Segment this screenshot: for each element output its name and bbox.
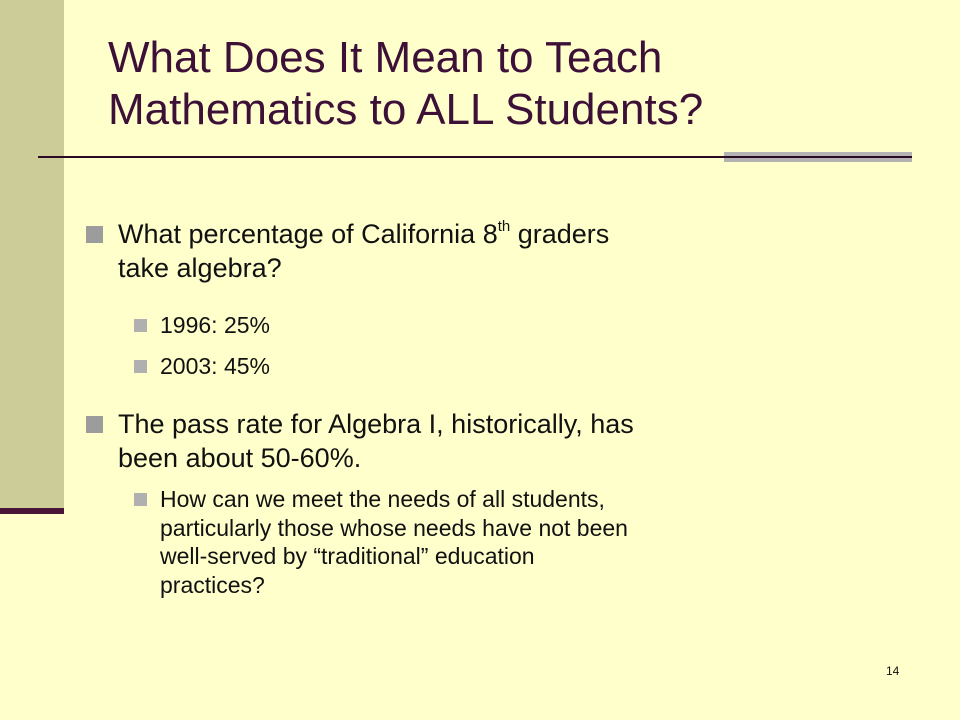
bullet-1-text-end: graders (510, 219, 610, 249)
bullet-2-line-1: The pass rate for Algebra I, historically, has (118, 409, 634, 439)
bullet-1-line-1 (118, 217, 609, 251)
sub-bullet-square-icon (134, 360, 147, 373)
bullet-2-line-2: been about 50-60%. (118, 443, 362, 473)
sub-bullet-line: How can we meet the needs of all students, (160, 486, 605, 512)
sub-bullet-text: 1996: 25% (160, 312, 270, 338)
sub-bullet-line: practices? (160, 571, 265, 598)
title-line-2: Mathematics to ALL Students? (108, 85, 704, 134)
page-number: 14 (886, 664, 900, 678)
bullet-square-icon (86, 226, 103, 243)
sub-bullet-square-icon (134, 493, 147, 506)
slide-title (108, 32, 928, 136)
sub-bullet-1996 (160, 311, 270, 340)
sub-bullet-square-icon (134, 319, 147, 332)
sub-bullet-line: particularly those whose needs have not been (160, 514, 628, 541)
sub-bullet-2003 (160, 352, 270, 381)
bullet-2 (118, 407, 634, 475)
bullet-1-text: What percentage of California 8 (118, 219, 498, 249)
bullet-square-icon (86, 416, 103, 433)
title-line-1: What Does It Mean to Teach (108, 33, 663, 82)
sub-bullet-text: 2003: 45% (160, 353, 270, 379)
left-sidebar-band (0, 0, 64, 512)
bullet-1 (118, 217, 609, 285)
sub-bullet-needs (160, 485, 628, 599)
superscript-th: th (497, 218, 511, 235)
sub-bullet-line: well-served by “traditional” education (160, 543, 535, 569)
bullet-1-line-2: take algebra? (118, 253, 282, 283)
title-accent-line (724, 156, 912, 158)
sidebar-accent-line (0, 508, 64, 514)
